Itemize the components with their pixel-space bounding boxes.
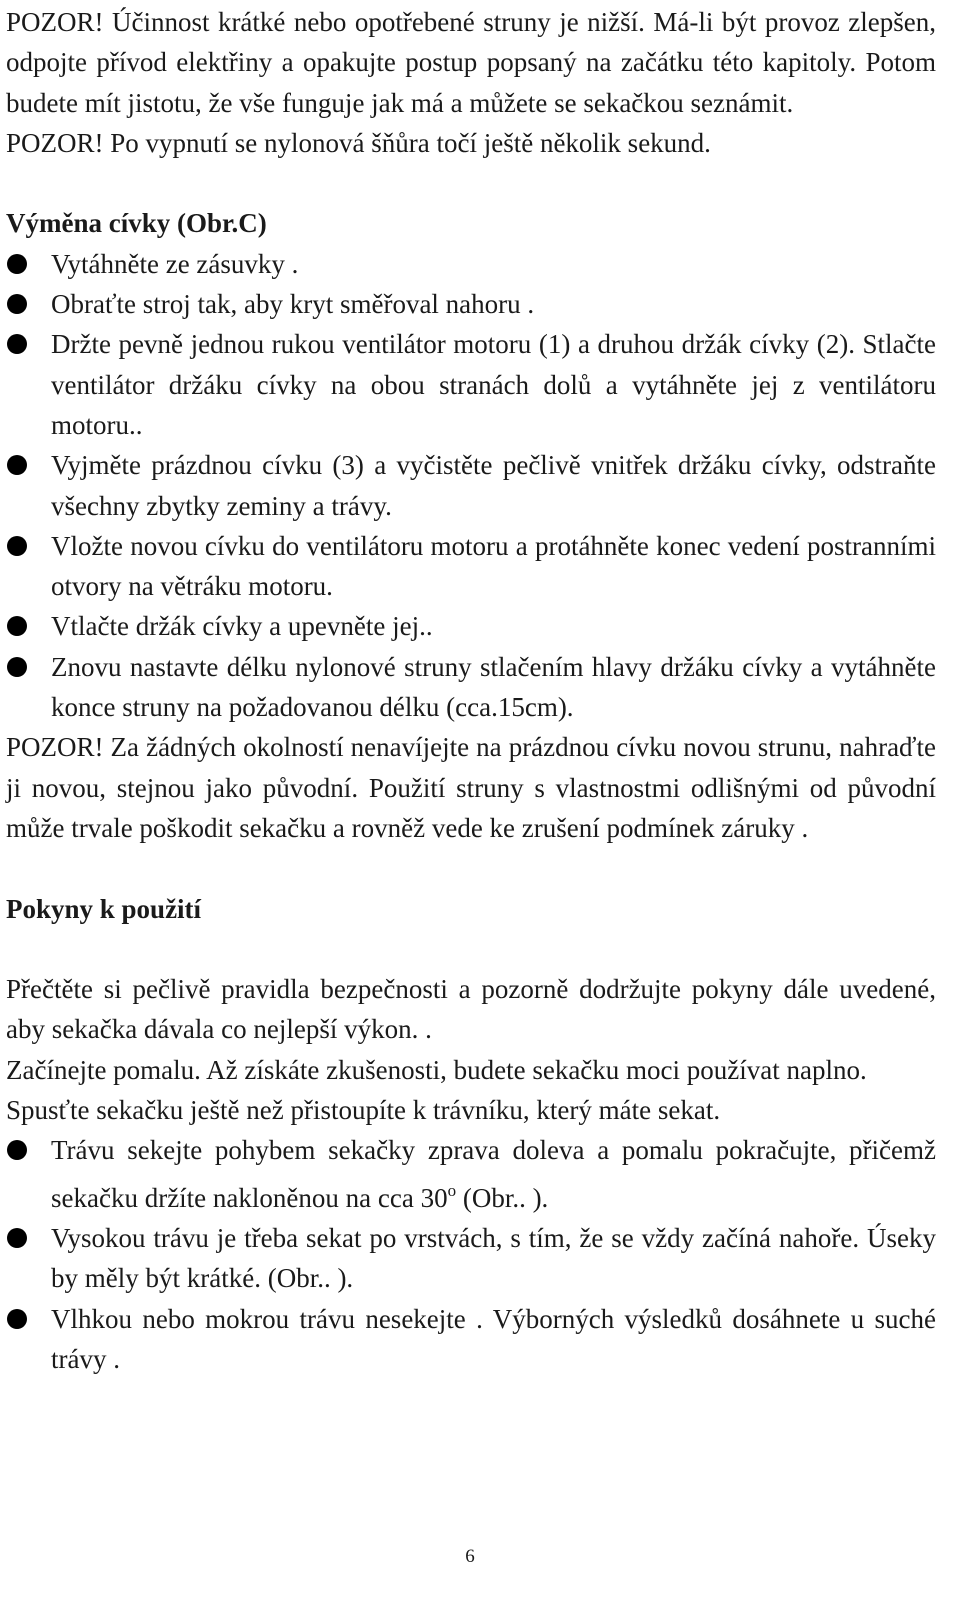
warning-string-spinning: POZOR! Po vypnutí se nylonová šňůra točí ještě několik sekund.: [6, 127, 711, 158]
bullet-icon: [7, 334, 27, 354]
usage-paragraph-start-slowly: Začínejte pomalu. Až získáte zkušenosti, budete sekačku moci používat naplno.: [6, 1054, 867, 1085]
list-item-text: Vyjměte prázdnou cívku (3) a vyčistěte pečlivě vnitřek držáku cívky, odstraňte všechny zbytky zeminy a trávy.: [51, 450, 936, 521]
section-heading-usage: Pokyny k použití: [6, 893, 202, 924]
list-item-text: Znovu nastavte délku nylonové struny stlačením hlavy držáku cívky a vytáhněte konce struny na požadovanou délku (cca.15cm).: [51, 651, 936, 723]
warning-short-string: POZOR! Účinnost krátké nebo opotřebené struny je nižší. Má-li být provoz zlepšen, odpojte přívod elektřiny a opakujte postup popsaný na začátku této kapitoly. Potom budete mít jistotu, že vše funguje jak má a můžete se sekačkou seznámit.: [6, 7, 936, 118]
bullet-icon: [7, 1228, 27, 1248]
list-item: [6, 1130, 936, 1218]
bullet-icon: [7, 254, 27, 274]
bullet-icon: [7, 294, 27, 314]
list-item-text-end: (Obr.. ).: [456, 1182, 549, 1213]
list-item-text: Vložte novou cívku do ventilátoru motoru a protáhněte konec vedení postranními otvory na větráku motoru.: [51, 530, 936, 602]
bullet-icon: [7, 657, 27, 677]
list-item: [6, 526, 936, 607]
list-item: [6, 284, 936, 324]
list-item-text: Obraťte stroj tak, aby kryt směřoval nahoru .: [51, 289, 535, 320]
usage-paragraph-start-mower: Spusťte sekačku ještě než přistoupíte k trávníku, který máte sekat.: [6, 1095, 721, 1126]
usage-paragraph-safety: Přečtěte si pečlivě pravidla bezpečnosti a pozorně dodržujte pokyny dále uvedené, aby sekačka dávala co nejlepší výkon. .: [6, 974, 936, 1045]
section-heading-spool-replacement: Výměna cívky (Obr.C): [6, 208, 267, 239]
warning-spool-string: POZOR! Za žádných okolností nenavíjejte na prázdnou cívku novou strunu, nahraďte ji novou, stejnou jako původní. Použití struny s vlastnostmi odlišnými od původní může trvale poškodit sekačku a rovněž vede ke zrušení podmínek záruky .: [6, 732, 936, 843]
list-item-text: Vysokou trávu je třeba sekat po vrstvách, s tím, že se vždy začíná nahoře. Úseky by měly být krátké. (Obr.. ).: [51, 1222, 936, 1294]
usage-tips-list: [6, 1130, 936, 1379]
list-item: [6, 445, 936, 526]
page-number: 6: [465, 1546, 475, 1567]
list-item: [6, 1299, 936, 1380]
list-item-text: Vytáhněte ze zásuvky .: [51, 248, 299, 279]
bullet-icon: [7, 1309, 27, 1329]
bullet-icon: [7, 536, 27, 556]
list-item-text: Trávu sekejte pohybem sekačky zprava doleva a pomalu pokračujte, přičemž sekačku držíte nakloněnou na cca 30: [51, 1135, 936, 1213]
list-item-text: Držte pevně jednou rukou ventilátor motoru (1) a druhou držák cívky (2). Stlačte ventilátor držáku cívky na obou stranách dolů a vytáhněte jej z ventilátoru motoru..: [51, 329, 936, 440]
degree-symbol: o: [447, 1180, 457, 1200]
bullet-icon: [7, 455, 27, 475]
spool-steps-list: [6, 244, 936, 728]
spacer: [6, 163, 936, 203]
list-item: [6, 1218, 936, 1299]
spacer: [6, 929, 936, 969]
list-item: [6, 244, 936, 284]
list-item: [6, 606, 936, 646]
list-item: [6, 324, 936, 445]
bullet-icon: [7, 616, 27, 636]
list-item: [6, 647, 936, 728]
list-item-text: Vtlačte držák cívky a upevněte jej..: [51, 611, 433, 642]
list-item-text: Vlhkou nebo mokrou trávu nesekejte . Výborných výsledků dosáhnete u suché trávy .: [51, 1303, 936, 1374]
bullet-icon: [7, 1140, 27, 1160]
spacer: [6, 848, 936, 888]
document-page: [6, 2, 936, 1379]
